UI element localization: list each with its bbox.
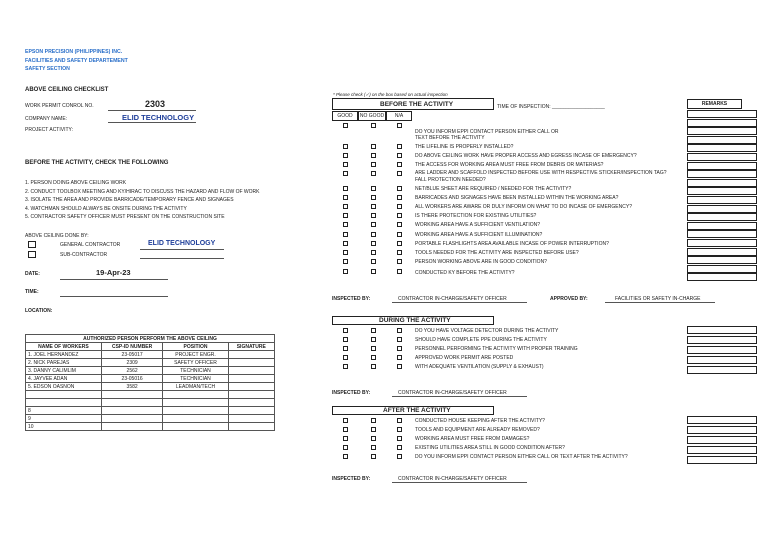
checkbox-good[interactable] (343, 186, 348, 191)
checklist-item-text: DO YOU INFORM EPPI CONTACT PERSON EITHER CALL OR TEXT AFTER THE ACTIVITY? (415, 454, 628, 460)
checkbox-good[interactable] (343, 195, 348, 200)
checkbox-na[interactable] (397, 328, 402, 333)
remarks-cell[interactable] (687, 144, 757, 152)
header-line-2: FACILITIES AND SAFETY DEPARTEMENT (25, 57, 128, 64)
worker-name: 8 (26, 407, 102, 415)
worker-name: 3. DANNY CALIMLIM (26, 367, 102, 375)
checkbox-good[interactable] (343, 213, 348, 218)
time-of-inspection: TIME OF INSPECTION: ___________________ (497, 104, 605, 110)
checkbox-good[interactable] (343, 337, 348, 342)
checklist-item-text: CONDUCTED KY BEFORE THE ACTIVITY? (415, 270, 515, 276)
remarks-cell[interactable] (687, 239, 757, 247)
checkbox-na[interactable] (397, 355, 402, 360)
table-row (26, 423, 275, 431)
workers-table-title: AUTHORIZED PERSON PERFORM THE ABOVE CEILING (26, 335, 275, 343)
checkbox-good[interactable] (343, 123, 348, 128)
worker-cspid: 2562 (101, 367, 163, 375)
checkbox-nogood[interactable] (371, 186, 376, 191)
company-label: COMPANY NAME: (25, 116, 68, 122)
remarks-cell[interactable] (687, 110, 757, 118)
date-line (60, 279, 168, 280)
col-cspid-header: CSP-ID NUMBER (101, 343, 163, 351)
sub-contractor-line (140, 258, 224, 259)
company-line (108, 122, 196, 123)
before-check-title: BEFORE THE ACTIVITY, CHECK THE FOLLOWING (25, 160, 169, 166)
checklist-item-text: PERSON WORKING ABOVE ARE IN GOOD CONDITION? (415, 259, 547, 265)
checklist-item-text: SHOULD HAVE COMPLETE PPE DURING THE ACTIVITY (415, 337, 547, 343)
time-line (60, 296, 168, 297)
worker-signature[interactable] (228, 383, 274, 391)
date-label: DATE: (25, 271, 40, 277)
sub-contractor-checkbox[interactable] (28, 251, 36, 258)
worker-name: 5. EDSON OASNON (26, 383, 102, 391)
worker-position: LEADMAN/TECH (163, 383, 228, 391)
checkbox-nogood[interactable] (371, 364, 376, 369)
worker-cspid: 2309 (101, 359, 163, 367)
checkbox-nogood[interactable] (371, 171, 376, 176)
worker-name: 1. JOEL HERNANDEZ (26, 351, 102, 359)
checkbox-na[interactable] (397, 186, 402, 191)
checkbox-na[interactable] (397, 445, 402, 450)
worker-cspid: 23-05016 (101, 375, 163, 383)
company-header (25, 48, 128, 74)
checklist-item-text: DO ABOVE CEILING WORK HAVE PROPER ACCESS AND EGRESS INCASE OF EMERGENCY? (415, 153, 637, 159)
checkbox-nogood[interactable] (371, 144, 376, 149)
remarks-cell[interactable] (687, 356, 757, 364)
checkbox-good[interactable] (343, 445, 348, 450)
checklist-item-text: DO YOU HAVE VOLTAGE DETECTOR DURING THE ACTIVITY (415, 328, 559, 334)
remarks-cell[interactable] (687, 153, 757, 161)
checklist-item-text: EXISTING UTILITIES AREA STILL IN GOOD CONDITION AFTER? (415, 445, 565, 451)
checkbox-na[interactable] (397, 204, 402, 209)
worker-position: SAFETY OFFICER (163, 359, 228, 367)
worker-cspid: 3582 (101, 383, 163, 391)
checkbox-nogood[interactable] (371, 241, 376, 246)
worker-signature[interactable] (228, 351, 274, 359)
checkbox-nogood[interactable] (371, 427, 376, 432)
table-row (26, 375, 275, 383)
checklist-item-text: BARRICADES AND SIGNAGES HAVE BEEN INSTALLED WITHIN THE WORKING AREA? (415, 195, 619, 201)
checkbox-nogood[interactable] (371, 123, 376, 128)
before-activity-title: BEFORE THE ACTIVITY (380, 101, 454, 108)
remarks-cell[interactable] (687, 426, 757, 434)
remarks-header: REMARKS (687, 99, 742, 109)
time-label: TIME: (25, 289, 39, 295)
after-inspected-line (392, 482, 527, 483)
checkbox-good[interactable] (343, 153, 348, 158)
checkbox-good[interactable] (343, 259, 348, 264)
checkbox-nogood[interactable] (371, 204, 376, 209)
col-nogood-header: NO GOOD (359, 113, 385, 119)
worker-position: TECHNICIAN (163, 375, 228, 383)
table-row (26, 367, 275, 375)
after-activity-title: AFTER THE ACTIVITY (383, 407, 451, 414)
col-signature-header: SIGNATURE (228, 343, 274, 351)
worker-name: 9 (26, 415, 102, 423)
col-na-header: N/A (386, 111, 412, 121)
remarks-cell[interactable] (687, 265, 757, 273)
header-line-3: SAFETY SECTION (25, 66, 70, 72)
checkbox-good[interactable] (343, 355, 348, 360)
before-check-item: 3. ISOLATE THE AREA AND PROVIDE BARRICADE/TEMPORARY FENCE AND SIGNAGES (25, 197, 234, 204)
date-value: 19-Apr-23 (96, 268, 131, 277)
before-check-item: 4. WATCHMAN SHOULD ALWAYS BE ONSITE DURING THE ACTIVITY (25, 205, 187, 212)
checkbox-nogood[interactable] (371, 259, 376, 264)
checklist-item-text: WORKING AREA HAVE A SUFFICIENT VENTILATION? (415, 222, 541, 228)
checkbox-good[interactable] (343, 427, 348, 432)
checkbox-na[interactable] (397, 222, 402, 227)
checkbox-nogood[interactable] (371, 454, 376, 459)
before-check-item: 1. PERSON DOING ABOVE CEILING WORK (25, 180, 127, 186)
checkbox-good[interactable] (343, 346, 348, 351)
remarks-cell[interactable] (687, 248, 757, 256)
checklist-item-text: ALL WORKERS ARE AWARE OR DULY INFORM ON WHAT TO DO INCASE OF EMERGENCY? (415, 204, 632, 210)
done-by-label: ABOVE CEILING DONE BY: (25, 233, 89, 239)
table-row (26, 415, 275, 423)
remarks-cell[interactable] (687, 127, 757, 135)
checkbox-na[interactable] (397, 213, 402, 218)
checkbox-na[interactable] (397, 337, 402, 342)
worker-position: TECHNICIAN (163, 367, 228, 375)
checkbox-na[interactable] (397, 171, 402, 176)
checkbox-na[interactable] (397, 195, 402, 200)
remarks-cell[interactable] (687, 230, 757, 238)
checkbox-good[interactable] (343, 204, 348, 209)
table-row (26, 359, 275, 367)
remarks-cell[interactable] (687, 222, 757, 230)
table-row (26, 351, 275, 359)
checkbox-nogood[interactable] (371, 232, 376, 237)
checklist-item-text: NET/BLUE SHEET ARE REQUIRED / NEEDED FOR THE ACTIVITY? (415, 186, 572, 192)
remarks-cell[interactable] (687, 366, 757, 374)
checklist-item-text: APPROVED WORK PERMIT ARE POSTED (415, 355, 514, 361)
during-activity-header (332, 316, 494, 325)
checkbox-good[interactable] (343, 269, 348, 274)
general-contractor-line (140, 249, 224, 250)
checkbox-na[interactable] (397, 123, 402, 128)
general-contractor-checkbox[interactable] (28, 241, 36, 248)
checkbox-nogood[interactable] (371, 436, 376, 441)
approved-role: FACILITIES OR SAFETY IN-CHARGE (615, 296, 701, 302)
checkbox-nogood[interactable] (371, 355, 376, 360)
checkbox-na[interactable] (397, 269, 402, 274)
workers-table (25, 334, 275, 431)
checklist-item-text: PORTABLE FLASHLIGHTS AREA AVAILABLE INCASE OF POWER INTERRUPTION? (415, 241, 609, 247)
checkbox-nogood[interactable] (371, 250, 376, 255)
checkbox-good[interactable] (343, 250, 348, 255)
remarks-cell[interactable] (687, 136, 757, 144)
table-row (26, 383, 275, 391)
checklist-item-text: TOOLS NEEDED FOR THE ACTIVITY ARE INSPECTED BEFORE USE? (415, 250, 579, 256)
checkbox-good[interactable] (343, 241, 348, 246)
checkbox-nogood[interactable] (371, 418, 376, 423)
during-inspected-line (392, 396, 527, 397)
remarks-cell[interactable] (687, 170, 757, 178)
checkbox-na[interactable] (397, 144, 402, 149)
checkbox-good[interactable] (343, 171, 348, 176)
remarks-cell[interactable] (687, 179, 757, 187)
table-row (26, 399, 275, 407)
before-item-0-line2: TEXT BEFORE THE ACTIVITY (415, 135, 485, 141)
table-row (26, 391, 275, 399)
checkbox-na[interactable] (397, 162, 402, 167)
checkbox-good[interactable] (343, 144, 348, 149)
after-inspected-role: CONTRACTOR IN-CHARGE/SAFETY OFFICER (398, 476, 507, 482)
checklist-item-text: TOOLS AND EQUIPMENT ARE ALREADY REMOVED? (415, 427, 540, 433)
remarks-cell[interactable] (687, 336, 757, 344)
approved-by-label: APPROVED BY: (550, 296, 588, 302)
remarks-cell[interactable] (687, 162, 757, 170)
checkbox-good[interactable] (343, 328, 348, 333)
checkbox-na[interactable] (397, 346, 402, 351)
worker-name: 4. JAYVEE ADAN (26, 375, 102, 383)
checkbox-good[interactable] (343, 232, 348, 237)
remarks-cell[interactable] (687, 196, 757, 204)
checkbox-nogood[interactable] (371, 445, 376, 450)
remarks-cell[interactable] (687, 119, 757, 127)
before-check-item: 5. CONTRACTOR SAFETY OFFICER MUST PRESENT ON THE CONSTRUCTION SITE (25, 214, 225, 221)
before-activity-header (332, 98, 494, 110)
project-label: PROJECT ACTIVITY: (25, 127, 73, 133)
worker-position: PROJECT ENGR. (163, 351, 228, 359)
remarks-cell[interactable] (687, 446, 757, 454)
before-check-list (25, 179, 259, 222)
worker-signature[interactable] (228, 367, 274, 375)
sub-contractor-label: SUB-CONTRACTOR (60, 252, 108, 258)
checkbox-good[interactable] (343, 364, 348, 369)
checkbox-good[interactable] (343, 418, 348, 423)
remarks-cell[interactable] (687, 187, 757, 195)
before-item-0: DO YOU INFORM EPPI CONTACT PERSON EITHER CALL OR (415, 129, 559, 135)
checkbox-na[interactable] (397, 418, 402, 423)
checkbox-nogood[interactable] (371, 269, 376, 274)
remarks-cell[interactable] (687, 213, 757, 221)
remarks-cell[interactable] (687, 436, 757, 444)
remarks-cell[interactable] (687, 416, 757, 424)
checklist-item-text: THE LIFELINE IS PROPERLY INSTALLED? (415, 144, 514, 150)
general-contractor-value: ELID TECHNOLOGY (148, 240, 216, 247)
checkbox-nogood[interactable] (371, 337, 376, 342)
checkbox-nogood[interactable] (371, 222, 376, 227)
checkbox-na[interactable] (397, 241, 402, 246)
checkbox-good[interactable] (343, 436, 348, 441)
work-permit-line (108, 110, 196, 111)
checkbox-nogood[interactable] (371, 162, 376, 167)
checkbox-na[interactable] (397, 436, 402, 441)
checkbox-good[interactable] (343, 222, 348, 227)
remarks-cell[interactable] (687, 326, 757, 334)
company-value: ELID TECHNOLOGY (122, 113, 195, 122)
general-contractor-label: GENERAL CONTRACTOR (60, 242, 121, 248)
worker-signature[interactable] (228, 359, 274, 367)
worker-signature[interactable] (228, 375, 274, 383)
before-item-4-line2: FALL PROTECTION NEEDED? (415, 177, 486, 183)
col-good-header: GOOD (332, 111, 358, 121)
during-inspected-role: CONTRACTOR IN-CHARGE/SAFETY OFFICER (398, 390, 507, 396)
remarks-cell[interactable] (687, 273, 757, 281)
remarks-cell[interactable] (687, 346, 757, 354)
instruction-note: * Please check (✓) on the box based on actual inspection (333, 92, 448, 97)
after-activity-header (332, 406, 494, 415)
approved-line (605, 302, 715, 303)
location-label: LOCATION: (25, 308, 53, 314)
checklist-item-text: IS THERE PROTECTION FOR EXISTING UTILITIES? (415, 213, 537, 219)
worker-name: 2. NICK PAREJAS (26, 359, 102, 367)
worker-cspid: 23-05017 (101, 351, 163, 359)
checkbox-na[interactable] (397, 364, 402, 369)
col-position-header: POSITION (163, 343, 228, 351)
before-inspected-role: CONTRACTOR IN-CHARGE/SAFETY OFFICER (398, 296, 507, 302)
work-permit-label: WORK PERMIT CONROL NO. (25, 103, 94, 109)
header-line-1: EPSON PRECISION (PHILIPPINES) INC. (25, 49, 123, 55)
checkbox-na[interactable] (397, 250, 402, 255)
before-check-item: 2. CONDUCT TOOLBOX MEETING AND KY/HIRAC TO DISCUSS THE HAZARD AND FLOW OF WORK (25, 188, 260, 195)
col-name-header: NAME OF WORKERS (26, 343, 102, 351)
checkbox-nogood[interactable] (371, 195, 376, 200)
checkbox-nogood[interactable] (371, 328, 376, 333)
remarks-cell[interactable] (687, 256, 757, 264)
before-inspected-by-label: INSPECTED BY: (332, 296, 371, 302)
checklist-item-text: ARE LADDER AND SCAFFOLD INSPECTED BEFORE USE WITH RESPECTIVE STICKER/INSPECTION TAG? (415, 170, 667, 176)
checkbox-na[interactable] (397, 454, 402, 459)
work-permit-value: 2303 (145, 99, 166, 109)
checkbox-nogood[interactable] (371, 213, 376, 218)
checkbox-nogood[interactable] (371, 153, 376, 158)
remarks-cell[interactable] (687, 205, 757, 213)
checklist-item-text: WITH ADEQUATE VENTILATION (SUPPLY & EXHAUST) (415, 364, 544, 370)
during-inspected-by-label: INSPECTED BY: (332, 390, 371, 396)
checkbox-good[interactable] (343, 454, 348, 459)
checklist-item-text: CONDUCTED HOUSE KEEPING AFTER THE ACTIVITY? (415, 418, 545, 424)
checkbox-good[interactable] (343, 162, 348, 167)
checkbox-na[interactable] (397, 232, 402, 237)
during-activity-title: DURING THE ACTIVITY (379, 317, 451, 324)
checklist-item-text: THE ACCESS FOR WORKING AREA MUST FREE FROM DEBRIS OR MATERIAS? (415, 162, 604, 168)
checklist-item-text: WORKING AREA HAVE A SUFFICIENT ILLUMINATION? (415, 232, 543, 238)
worker-name: 10 (26, 423, 102, 431)
checkbox-na[interactable] (397, 427, 402, 432)
checkbox-na[interactable] (397, 153, 402, 158)
checkbox-na[interactable] (397, 259, 402, 264)
table-row (26, 407, 275, 415)
before-inspected-line (392, 302, 527, 303)
after-inspected-by-label: INSPECTED BY: (332, 476, 371, 482)
remarks-cell[interactable] (687, 456, 757, 464)
checklist-item-text: PERSONNEL PERFORMING THE ACTIVITY WITH PROPER TRAINING (415, 346, 578, 352)
checkbox-nogood[interactable] (371, 346, 376, 351)
checklist-title: ABOVE CEILING CHECKLIST (25, 87, 109, 93)
checklist-item-text: WORKING AREA MUST FREE FROM DAMAGES? (415, 436, 530, 442)
